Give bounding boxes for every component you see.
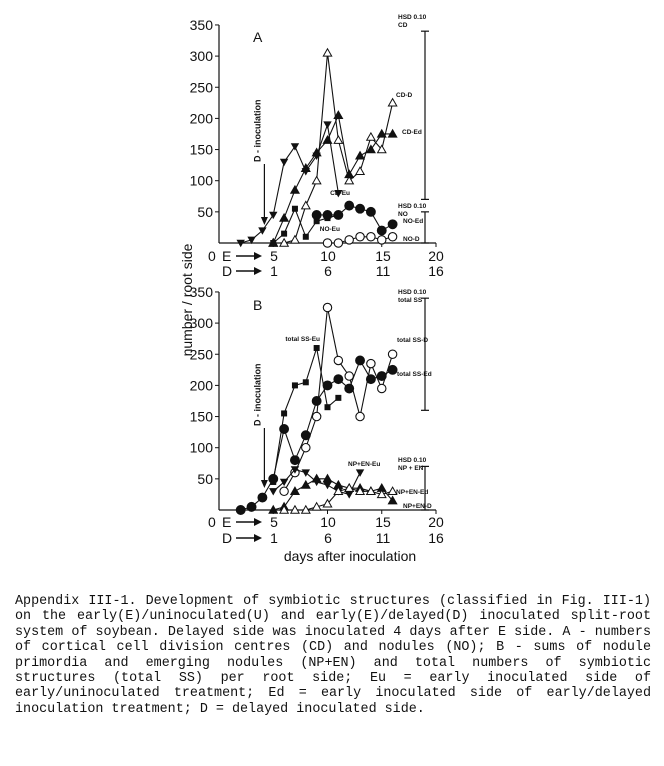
x-tick-d-6-b: 6 bbox=[324, 530, 332, 546]
point-a-no-ed-0 bbox=[312, 211, 321, 220]
x-axis-zero-b: 0 bbox=[208, 514, 216, 530]
x-tick-d-11-a: 11 bbox=[375, 263, 391, 279]
series-label-a-no-eu: NO-Eu bbox=[319, 226, 340, 233]
x-tick-d-1-b: 1 bbox=[270, 530, 278, 546]
point-a-cd-d-3 bbox=[302, 201, 310, 208]
inoculation-label-a: D - inoculation bbox=[252, 99, 263, 162]
series-label-b-np-en-eu: NP+EN-Eu bbox=[348, 461, 381, 468]
point-b-total-ss-ed-2 bbox=[258, 493, 267, 502]
row-arrow-e-a bbox=[236, 252, 262, 260]
series-label-a-no-d: NO-D bbox=[403, 236, 420, 243]
point-a-cd-d-6 bbox=[334, 136, 342, 143]
point-a-cd-eu-8 bbox=[323, 121, 331, 128]
inoculation-arrowhead-b bbox=[261, 480, 268, 488]
hsd-label-b-0-0: HSD 0.10 bbox=[398, 289, 427, 296]
x-tick-e-5-a: 5 bbox=[270, 248, 278, 264]
point-a-no-d-1 bbox=[334, 239, 342, 247]
x-tick-d-16-b: 16 bbox=[428, 530, 444, 546]
y-tick-b-100: 100 bbox=[189, 439, 213, 456]
x-tick-e-20-b: 20 bbox=[428, 514, 444, 530]
x-tick-d-16-a: 16 bbox=[428, 263, 444, 279]
series-label-b-np-en-d: NP+EN-D bbox=[403, 503, 432, 510]
point-b-total-ss-d-3 bbox=[312, 412, 320, 420]
row-arrow-e-b bbox=[236, 518, 262, 526]
panel-a-x-axis-rows bbox=[208, 248, 444, 279]
y-tick-b-300: 300 bbox=[189, 315, 213, 332]
point-b-total-ss-d-4 bbox=[323, 303, 331, 311]
point-a-no-ed-4 bbox=[356, 204, 365, 213]
point-b-total-ss-d-10 bbox=[388, 350, 396, 358]
point-a-cd-eu-4 bbox=[280, 159, 288, 166]
point-b-total-ss-eu-5 bbox=[325, 404, 331, 410]
series-label-a-no-ed: NO-Ed bbox=[403, 218, 424, 225]
point-a-cd-eu-3 bbox=[269, 212, 277, 219]
y-tick-a-250: 250 bbox=[189, 79, 213, 96]
x-row-label-e-a: E bbox=[222, 248, 232, 264]
y-tick-a-200: 200 bbox=[189, 110, 213, 127]
y-tick-b-50: 50 bbox=[197, 470, 213, 487]
hsd-label-b-1-1: NP + EN bbox=[398, 465, 424, 472]
point-b-total-ss-d-9 bbox=[378, 384, 386, 392]
point-a-no-ed-3 bbox=[345, 201, 354, 210]
series-label-b-total-ss-eu: total SS-Eu bbox=[285, 336, 320, 343]
point-a-no-d-4 bbox=[367, 233, 375, 241]
point-a-no-d-2 bbox=[345, 236, 353, 244]
x-axis-label: days after inoculation bbox=[283, 548, 417, 564]
point-b-total-ss-ed-7 bbox=[312, 397, 321, 406]
x-row-label-d-a: D bbox=[222, 263, 233, 279]
point-b-total-ss-d-6 bbox=[345, 372, 353, 380]
hsd-label-b-1-0: HSD 0.10 bbox=[398, 457, 427, 464]
point-a-no-eu-3 bbox=[303, 234, 309, 240]
point-a-cd-d-4 bbox=[312, 177, 320, 184]
point-a-cd-ed-1 bbox=[280, 214, 288, 221]
point-b-total-ss-d-0 bbox=[280, 487, 288, 495]
point-a-cd-d-5 bbox=[323, 49, 331, 56]
point-a-cd-d-11 bbox=[388, 99, 396, 106]
point-a-no-eu-2 bbox=[292, 206, 298, 212]
point-a-cd-ed-8 bbox=[356, 152, 364, 159]
hsd-label-a-0-1: CD bbox=[398, 22, 408, 29]
y-tick-a-350: 350 bbox=[189, 16, 213, 33]
point-b-total-ss-ed-6 bbox=[301, 431, 310, 440]
x-tick-e-15-b: 15 bbox=[375, 514, 391, 530]
panel-b bbox=[190, 284, 436, 514]
point-b-total-ss-ed-11 bbox=[356, 356, 365, 365]
y-tick-b-250: 250 bbox=[189, 346, 213, 363]
point-b-total-ss-eu-3 bbox=[303, 379, 309, 385]
row-arrow-d-a bbox=[236, 267, 262, 275]
point-a-no-ed-2 bbox=[334, 211, 343, 220]
panel-letter-b: B bbox=[253, 297, 263, 313]
panel-a bbox=[190, 14, 436, 247]
x-tick-e-10-a: 10 bbox=[320, 248, 336, 264]
x-row-label-e-b: E bbox=[222, 514, 232, 530]
y-tick-a-50: 50 bbox=[197, 203, 213, 220]
point-b-total-ss-d-7 bbox=[356, 412, 364, 420]
point-b-total-ss-d-8 bbox=[367, 359, 375, 367]
point-b-total-ss-ed-1 bbox=[247, 502, 256, 511]
y-axis-label: number / root side bbox=[179, 243, 195, 357]
point-b-total-ss-eu-1 bbox=[281, 410, 287, 416]
panel-b-x-axis-rows bbox=[208, 514, 444, 546]
figure-caption: Appendix III-1. Development of symbiotic structures (classified in Fig. III-1) on the early(E)/uninoculated(U) and early(E)/delayed(D) inoculated split-root system of soybean. Delayed side was inoculated 4 days after E side. A - numbers of cortical cell division centres (CD) and nodules (NO); B - sums of nodule primordia and emerging nodules (NP+EN) and total numbers of symbiotic structures (total SS) per root side; Eu = early inoculated side of early/uninoculated treatment; Ed = early inoculated side of early/delayed inoculation treatment; D = delayed inoculated side. bbox=[15, 594, 651, 717]
point-a-no-ed-1 bbox=[323, 211, 332, 220]
x-tick-e-15-a: 15 bbox=[375, 248, 391, 264]
x-axis-zero-a: 0 bbox=[208, 248, 216, 264]
point-a-no-d-0 bbox=[323, 239, 331, 247]
point-a-cd-d-2 bbox=[291, 236, 299, 243]
series-label-b-total-ss-d: total SS-D bbox=[397, 337, 429, 344]
x-row-label-d-b: D bbox=[222, 530, 233, 546]
series-label-b-np-en-ed: NP+EN-Ed bbox=[396, 489, 429, 496]
point-b-total-ss-eu-6 bbox=[335, 395, 341, 401]
row-arrow-d-b bbox=[236, 534, 262, 542]
point-a-cd-d-9 bbox=[367, 133, 375, 140]
y-tick-b-350: 350 bbox=[189, 283, 213, 300]
point-b-total-ss-eu-2 bbox=[292, 382, 298, 388]
point-a-no-eu-0 bbox=[270, 240, 276, 246]
y-tick-b-200: 200 bbox=[189, 377, 213, 394]
series-label-a-cd-eu: CD-Eu bbox=[330, 190, 350, 197]
x-tick-e-20-a: 20 bbox=[428, 248, 444, 264]
point-b-total-ss-ed-14 bbox=[388, 365, 397, 374]
point-a-cd-ed-2 bbox=[291, 186, 299, 193]
point-a-no-eu-1 bbox=[281, 231, 287, 237]
y-tick-a-300: 300 bbox=[189, 48, 213, 65]
point-b-total-ss-d-2 bbox=[302, 444, 310, 452]
point-a-cd-d-8 bbox=[356, 167, 364, 174]
y-tick-a-100: 100 bbox=[189, 172, 213, 189]
point-a-no-ed-6 bbox=[377, 226, 386, 235]
inoculation-label-b: D - inoculation bbox=[252, 363, 263, 426]
x-tick-d-6-a: 6 bbox=[324, 263, 332, 279]
point-b-total-ss-eu-0 bbox=[270, 479, 276, 485]
point-b-np-en-eu-8 bbox=[356, 469, 364, 476]
point-b-np-en-eu-7 bbox=[345, 491, 353, 498]
point-b-total-ss-ed-0 bbox=[236, 506, 245, 515]
series-label-a-cd-ed: CD-Ed bbox=[402, 129, 422, 136]
point-b-total-ss-ed-9 bbox=[334, 375, 343, 384]
point-b-total-ss-ed-12 bbox=[367, 375, 376, 384]
point-b-np-en-eu-5 bbox=[323, 482, 331, 489]
series-label-b-total-ss-ed: total SS-Ed bbox=[397, 371, 432, 378]
x-tick-d-1-a: 1 bbox=[270, 263, 278, 279]
point-b-np-en-eu-0 bbox=[269, 488, 277, 495]
y-tick-a-150: 150 bbox=[189, 141, 213, 158]
point-a-no-ed-7 bbox=[388, 220, 397, 229]
hsd-label-b-0-1: total SS bbox=[398, 297, 423, 304]
x-tick-e-10-b: 10 bbox=[320, 514, 336, 530]
point-b-total-ss-ed-5 bbox=[291, 456, 300, 465]
point-a-no-d-5 bbox=[378, 236, 386, 244]
y-tick-b-150: 150 bbox=[189, 408, 213, 425]
hsd-label-a-0-0: HSD 0.10 bbox=[398, 14, 427, 21]
panel-letter-a: A bbox=[253, 29, 263, 45]
x-tick-d-11-b: 11 bbox=[375, 530, 391, 546]
point-a-no-ed-5 bbox=[367, 207, 376, 216]
point-b-np-en-ed-3 bbox=[302, 481, 310, 488]
point-b-total-ss-d-5 bbox=[334, 356, 342, 364]
series-line-a-cd-ed bbox=[273, 115, 392, 243]
point-b-total-ss-ed-10 bbox=[345, 384, 354, 393]
hsd-label-a-1-0: HSD 0.10 bbox=[398, 203, 427, 210]
series-label-a-cd-d: CD-D bbox=[396, 92, 413, 99]
point-b-total-ss-eu-4 bbox=[314, 345, 320, 351]
point-a-no-d-3 bbox=[356, 233, 364, 241]
point-b-np-en-ed-2 bbox=[291, 487, 299, 494]
point-a-no-d-6 bbox=[388, 233, 396, 241]
point-b-total-ss-ed-13 bbox=[377, 372, 386, 381]
hsd-label-a-1-1: NO bbox=[398, 211, 408, 218]
x-tick-e-5-b: 5 bbox=[270, 514, 278, 530]
point-a-cd-eu-5 bbox=[291, 143, 299, 150]
